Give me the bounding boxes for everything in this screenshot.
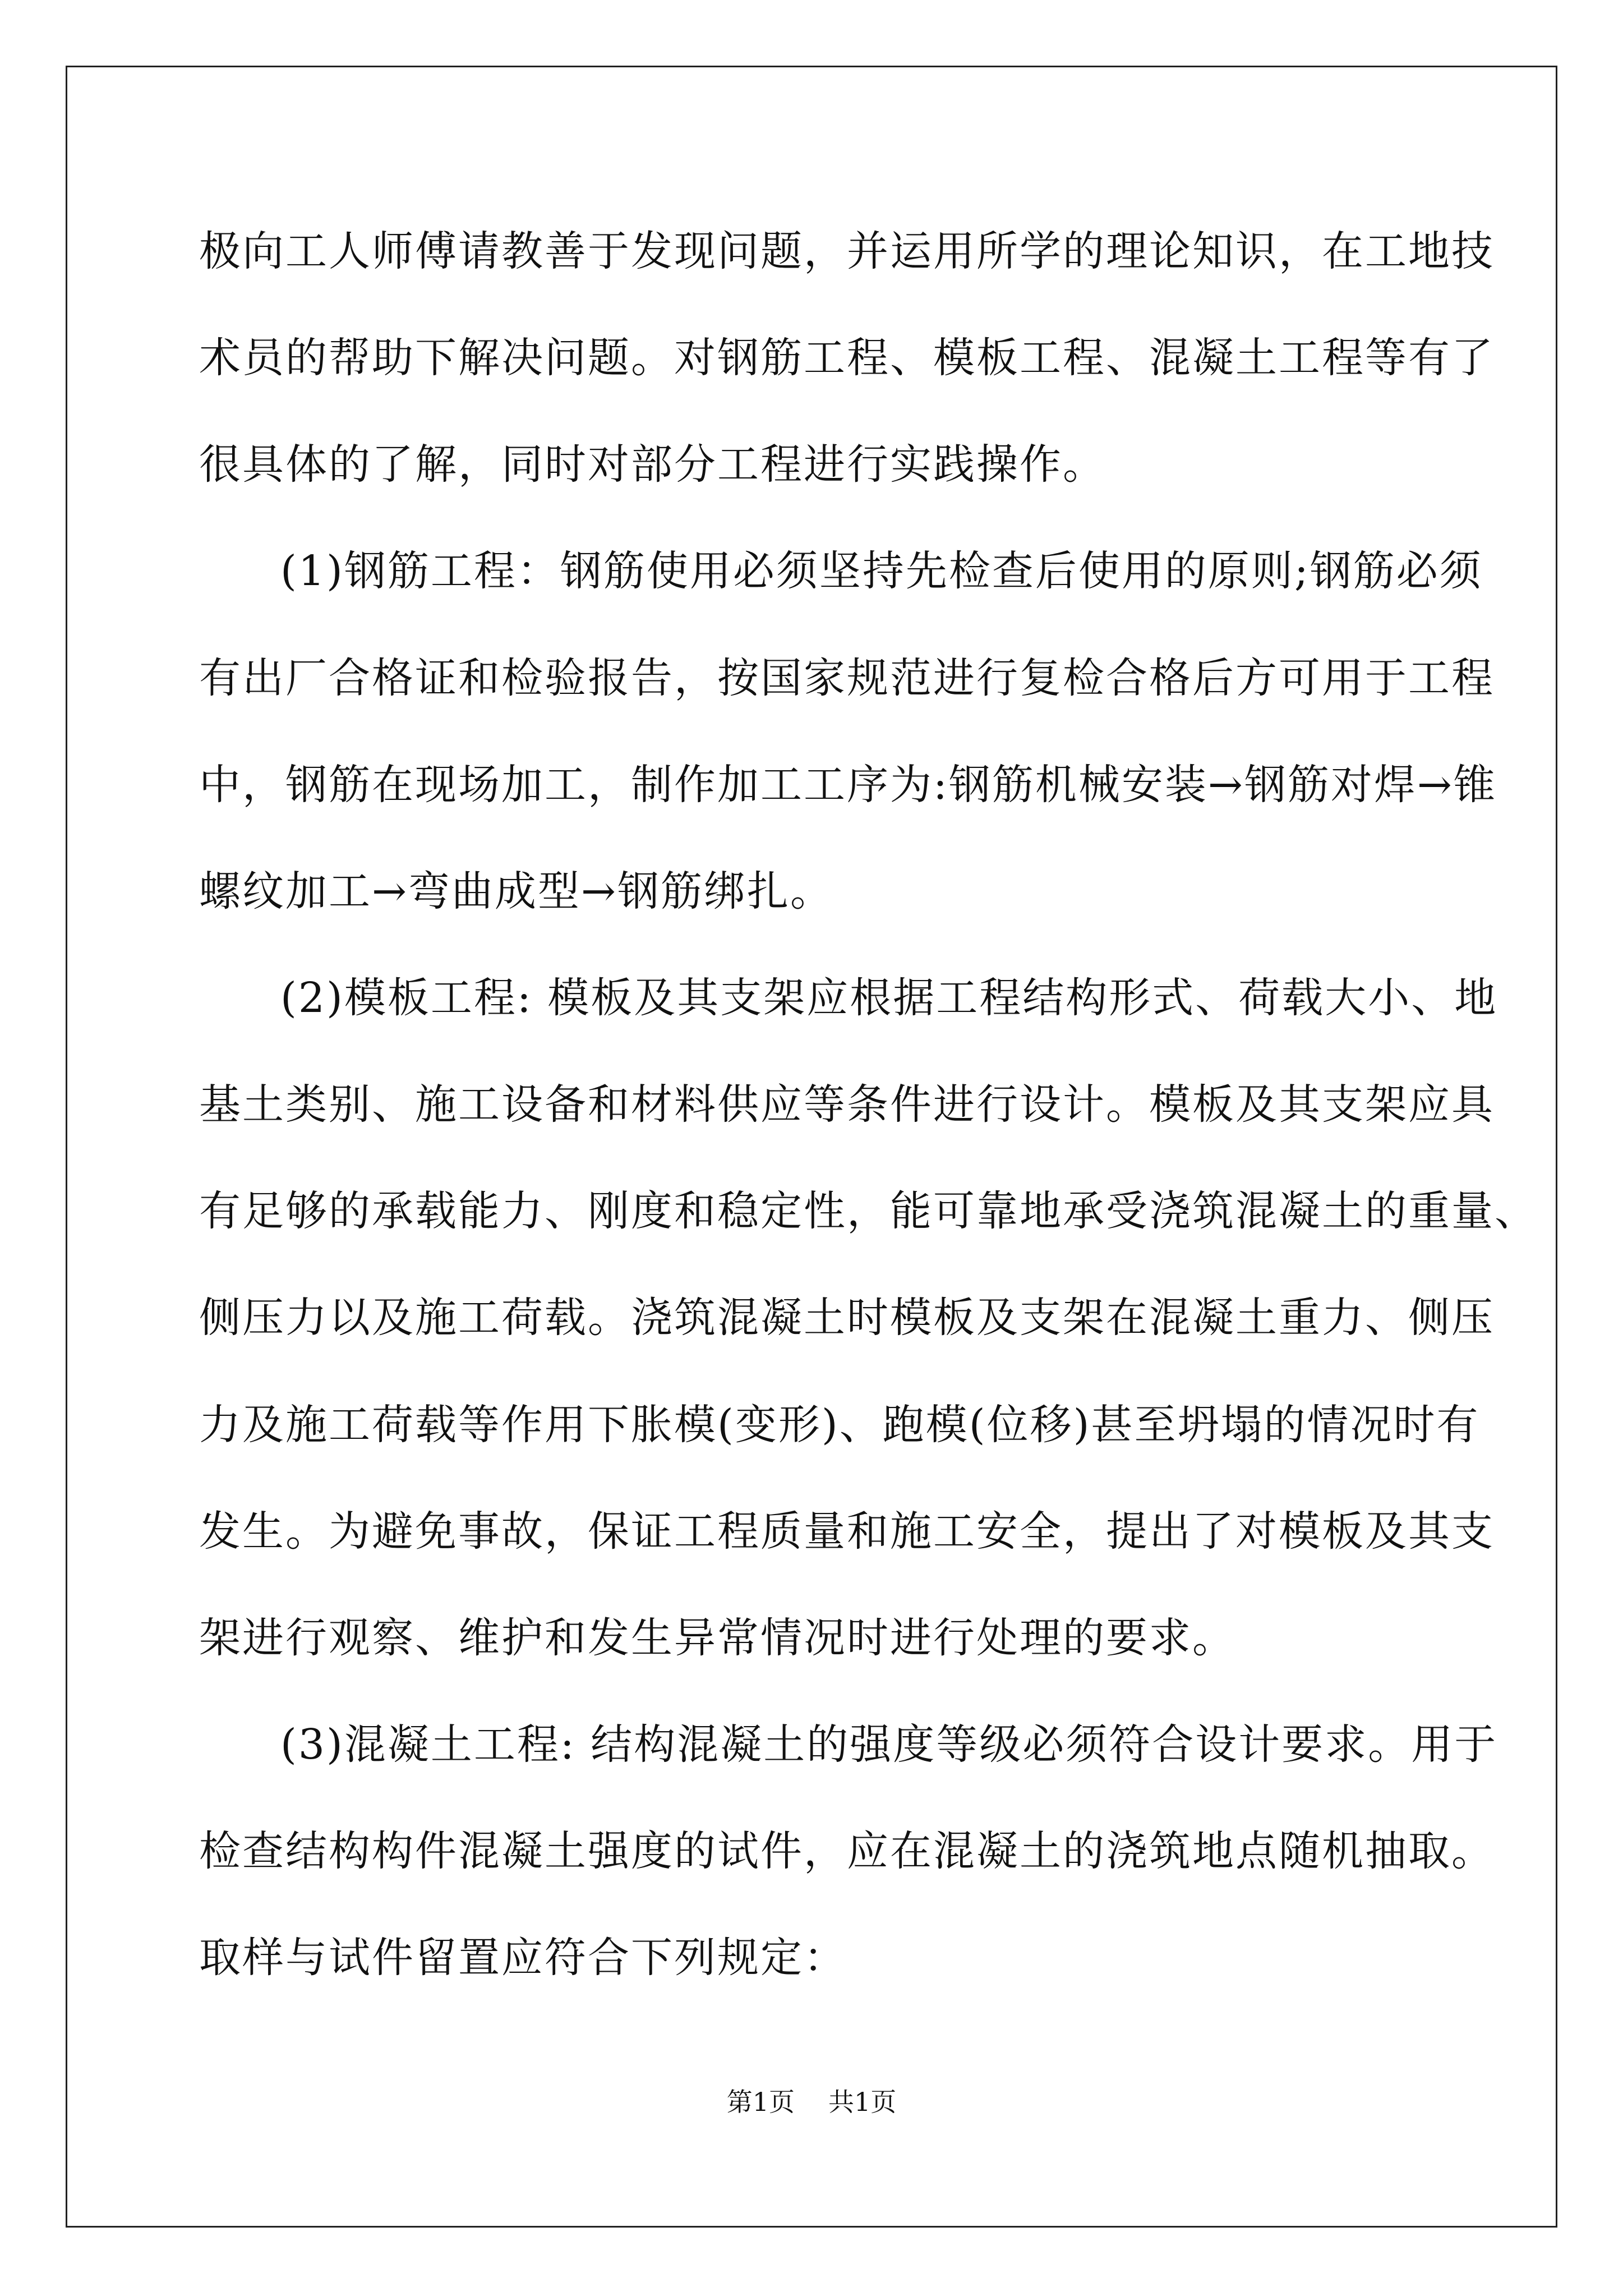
- text-line: 取样与试件留置应符合下列规定：: [199, 1934, 847, 1982]
- text-line: 很具体的了解，同时对部分工程进行实践操作。: [199, 440, 1106, 489]
- page-footer: [0, 2085, 1623, 2119]
- text-line: 中，钢筋在现场加工，制作加工工序为:钢筋机械安装→钢筋对焊→锥: [199, 761, 1497, 809]
- text-line: 术员的帮助下解决问题。对钢筋工程、模板工程、混凝土工程等有了: [199, 334, 1495, 382]
- paragraph-1-start: (1)钢筋工程：钢筋使用必须坚持先检查后使用的原则;钢筋必须: [280, 547, 1483, 595]
- text-line: 架进行观察、维护和发生异常情况时进行处理的要求。: [199, 1614, 1235, 1662]
- paragraph-3-start: (3)混凝土工程: 结构混凝土的强度等级必须符合设计要求。用于: [280, 1720, 1498, 1769]
- page-number: 第1页: [726, 2087, 795, 2117]
- text-line: 发生。为避免事故，保证工程质量和施工安全，提出了对模板及其支: [199, 1507, 1495, 1556]
- page-total: 共1页: [828, 2087, 897, 2117]
- text-line: 有出厂合格证和检验报告，按国家规范进行复检合格后方可用于工程: [199, 654, 1495, 702]
- text-line: 侧压力以及施工荷载。浇筑混凝土时模板及支架在混凝土重力、侧压: [199, 1294, 1495, 1342]
- text-line: 有足够的承载能力、刚度和稳定性，能可靠地承受浇筑混凝土的重量、: [199, 1187, 1538, 1235]
- text-line: 检查结构构件混凝土强度的试件，应在混凝土的浇筑地点随机抽取。: [199, 1827, 1495, 1875]
- text-line: 力及施工荷载等作用下胀模(变形)、跑模(位移)甚至坍塌的情况时有: [199, 1401, 1480, 1449]
- paragraph-2-start: (2)模板工程: 模板及其支架应根据工程结构形式、荷载大小、地: [280, 974, 1498, 1022]
- text-line: 极向工人师傅请教善于发现问题，并运用所学的理论知识，在工地技: [199, 227, 1495, 275]
- page-border: [66, 66, 1557, 2228]
- text-line: 螺纹加工→弯曲成型→钢筋绑扎。: [199, 867, 834, 915]
- text-line: 基土类别、施工设备和材料供应等条件进行设计。模板及其支架应具: [199, 1080, 1495, 1129]
